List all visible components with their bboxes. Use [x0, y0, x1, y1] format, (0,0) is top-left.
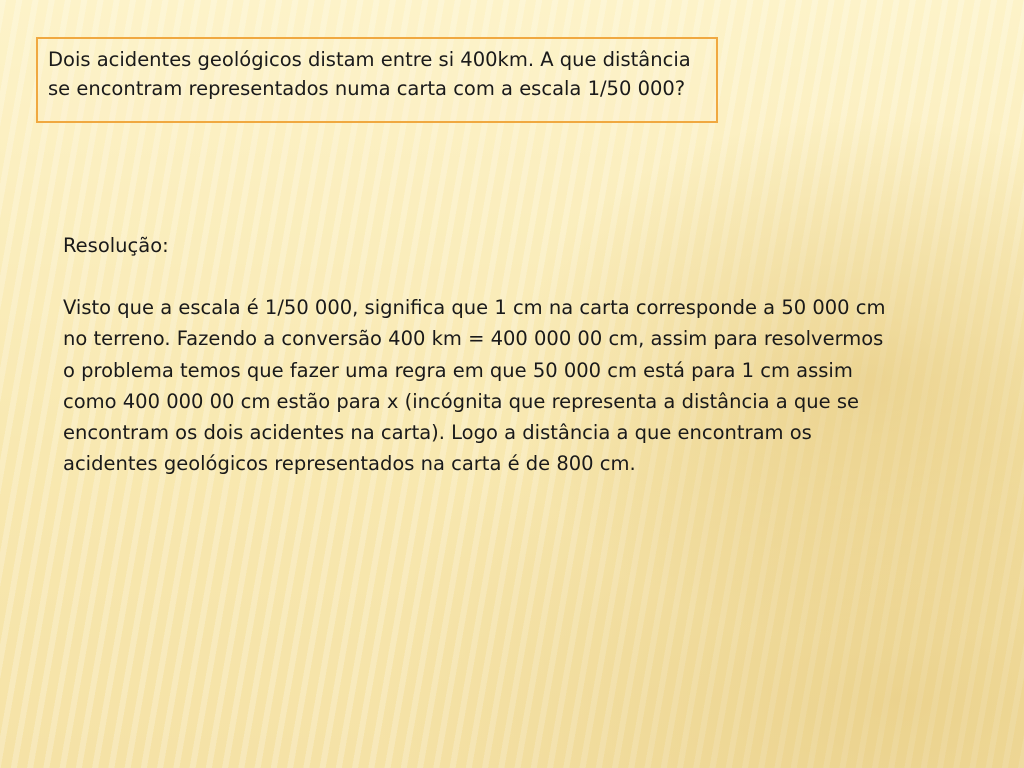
- resolution-title: Resolução:: [63, 234, 169, 257]
- resolution-body: Visto que a escala é 1/50 000, significa que 1 cm na carta corresponde a 50 000 cm no terreno. Fazendo a conversão 400 km = 400 000 00 cm, assim para resolvermos o problema temos que fazer uma regra em que 50 000 cm está para 1 cm assim como 400 000 00 cm estão para x (incógnita que representa a distância a que se encontram os dois acidentes na carta). Logo a distância a que encontram os acidentes geológicos representados na carta é de 800 cm.: [63, 296, 886, 476]
- question-text: Dois acidentes geológicos distam entre si 400km. A que distância se encontram representados numa carta com a escala 1/50 000?: [48, 48, 691, 100]
- resolution-section: [63, 230, 893, 479]
- question-box: [36, 37, 718, 123]
